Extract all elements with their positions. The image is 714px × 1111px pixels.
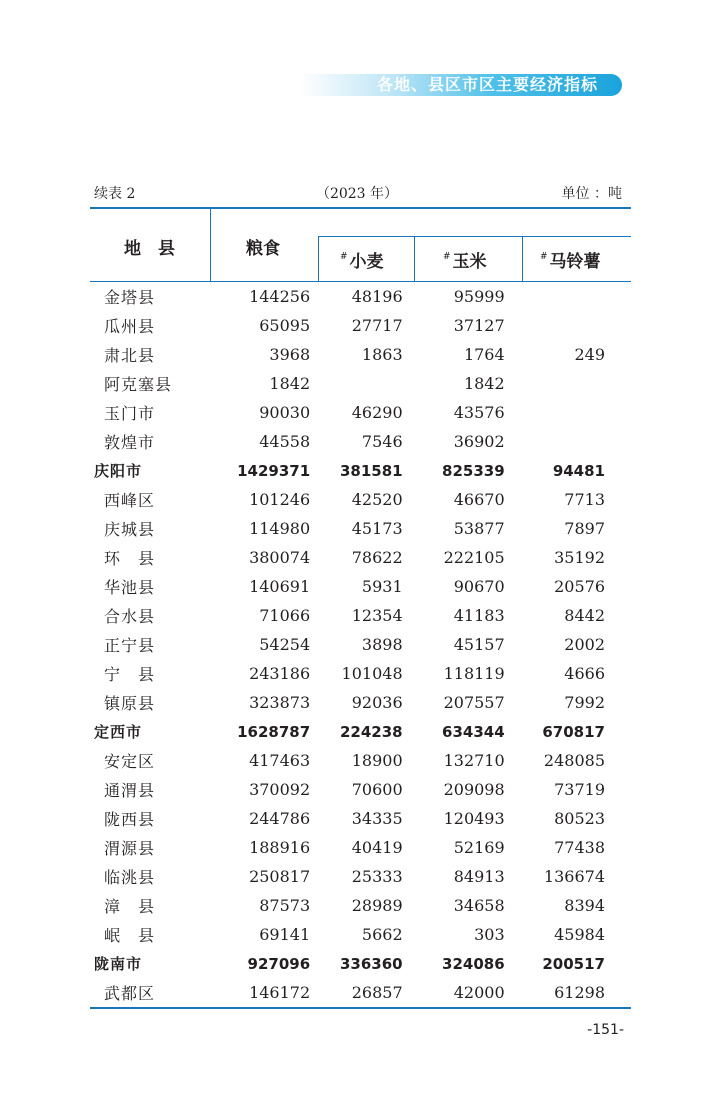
corn-cell: 120493 — [443, 809, 505, 828]
grain-cell: 144256 — [249, 287, 311, 306]
grain-cell: 243186 — [249, 664, 311, 683]
potato-cell: 8442 — [564, 606, 605, 625]
potato-cell: 94481 — [552, 461, 605, 480]
grain-cell: 380074 — [249, 548, 311, 567]
table-row — [90, 630, 631, 659]
grain-cell: 101246 — [249, 490, 311, 509]
grain-cell: 69141 — [259, 925, 311, 944]
corn-cell: 207557 — [443, 693, 505, 712]
table-row — [90, 920, 631, 949]
corn-cell: 90670 — [453, 577, 505, 596]
row-name: 肃北县 — [104, 346, 156, 365]
row-name: 安定区 — [104, 752, 156, 771]
city-row — [90, 456, 631, 485]
wheat-cell: 5662 — [361, 925, 403, 944]
grain-cell: 90030 — [259, 403, 311, 422]
grain-cell: 244786 — [249, 809, 311, 828]
table-row — [90, 804, 631, 833]
grain-cell: 323873 — [249, 693, 311, 712]
corn-cell: 1842 — [463, 374, 505, 393]
potato-cell: 2002 — [564, 635, 605, 654]
table-row — [90, 282, 631, 311]
corn-cell: 53877 — [453, 519, 505, 538]
row-name: 庆阳市 — [94, 462, 143, 480]
potato-cell — [505, 427, 631, 456]
potato-cell: 670817 — [542, 722, 605, 741]
potato-cell: 4666 — [564, 664, 605, 683]
grain-cell: 370092 — [249, 780, 311, 799]
corn-label: 玉米 — [452, 252, 487, 272]
corn-mark: # — [443, 252, 451, 262]
city-row — [90, 717, 631, 746]
corn-cell: 37127 — [453, 316, 505, 335]
wheat-cell: 1863 — [361, 345, 403, 364]
potato-cell: 61298 — [554, 983, 605, 1002]
corn-cell: 222105 — [443, 548, 505, 567]
row-name: 武都区 — [104, 984, 156, 1003]
table-row — [90, 369, 631, 398]
grain-cell: 87573 — [259, 896, 311, 915]
potato-cell: 20576 — [554, 577, 605, 596]
potato-cell: 35192 — [554, 548, 605, 567]
grain-cell: 54254 — [259, 635, 311, 654]
header-divider-potato — [522, 236, 523, 281]
row-name: 正宁县 — [104, 636, 156, 655]
potato-cell: 77438 — [554, 838, 605, 857]
grain-cell: 1429371 — [237, 461, 311, 480]
corn-cell: 118119 — [443, 664, 505, 683]
grain-cell: 927096 — [247, 954, 311, 973]
wheat-cell: 224238 — [340, 722, 403, 741]
table-row — [90, 746, 631, 775]
unit-label: 单位 ：吨 — [561, 186, 622, 202]
table-row — [90, 833, 631, 862]
corn-cell: 41183 — [453, 606, 505, 625]
row-name: 通渭县 — [104, 781, 156, 800]
table-row — [90, 601, 631, 630]
table-row — [90, 978, 631, 1007]
table-row — [90, 688, 631, 717]
grain-cell: 44558 — [259, 432, 311, 451]
header-divider-corn — [414, 236, 415, 281]
row-name: 西峰区 — [104, 491, 156, 510]
table-row — [90, 891, 631, 920]
table-row — [90, 427, 631, 456]
potato-cell: 7713 — [564, 490, 605, 509]
corn-cell: 825339 — [442, 461, 505, 480]
row-name: 宁 县 — [104, 665, 156, 684]
row-name: 镇原县 — [104, 694, 156, 713]
corn-cell: 43576 — [453, 403, 505, 422]
corn-cell: 84913 — [453, 867, 505, 886]
potato-cell: 7897 — [564, 519, 605, 538]
wheat-label: 小麦 — [349, 252, 384, 272]
wheat-cell: 381581 — [340, 461, 403, 480]
city-row — [90, 949, 631, 978]
header-subgroup-rule — [318, 236, 631, 237]
corn-cell: 95999 — [453, 287, 505, 306]
row-name: 敦煌市 — [104, 433, 156, 452]
corn-cell: 46670 — [453, 490, 505, 509]
wheat-cell: 78622 — [351, 548, 403, 567]
wheat-cell: 5931 — [361, 577, 403, 596]
page-number: -151- — [587, 1022, 624, 1038]
data-table — [90, 282, 631, 1007]
corn-cell: 324086 — [442, 954, 505, 973]
table-row — [90, 311, 631, 340]
potato-cell: 248085 — [543, 751, 605, 770]
potato-cell: 136674 — [543, 867, 605, 886]
header-divider-region — [210, 209, 211, 281]
row-name: 临洮县 — [104, 868, 156, 887]
wheat-cell: 70600 — [351, 780, 403, 799]
corn-cell: 42000 — [453, 983, 505, 1002]
wheat-mark: # — [340, 252, 348, 262]
row-name: 瓜州县 — [104, 317, 156, 336]
potato-cell: 7992 — [564, 693, 605, 712]
header-corn — [443, 247, 487, 272]
potato-cell: 8394 — [564, 896, 605, 915]
header-region: 地 县 — [124, 239, 175, 259]
row-name: 陇西县 — [104, 810, 156, 829]
grain-cell: 417463 — [249, 751, 311, 770]
corn-cell: 52169 — [453, 838, 505, 857]
wheat-cell: 101048 — [341, 664, 403, 683]
corn-cell: 45157 — [453, 635, 505, 654]
row-name: 金塔县 — [104, 288, 156, 307]
wheat-cell: 12354 — [351, 606, 403, 625]
section-title: 各地、县区市区主要经济指标 — [376, 75, 598, 94]
row-name: 环 县 — [104, 549, 156, 568]
wheat-cell: 46290 — [351, 403, 403, 422]
row-name: 渭源县 — [104, 839, 156, 858]
wheat-cell: 3898 — [361, 635, 403, 654]
grain-cell: 146172 — [249, 983, 311, 1002]
section-banner — [300, 74, 622, 96]
row-name: 陇南市 — [94, 955, 143, 973]
potato-cell — [505, 398, 631, 427]
grain-cell: 71066 — [259, 606, 311, 625]
potato-mark: # — [540, 252, 548, 262]
row-name: 华池县 — [104, 578, 156, 597]
wheat-cell: 42520 — [351, 490, 403, 509]
row-name: 玉门市 — [104, 404, 156, 423]
wheat-cell: 40419 — [351, 838, 403, 857]
table-row — [90, 514, 631, 543]
wheat-cell: 7546 — [361, 432, 403, 451]
header-grain: 粮食 — [246, 239, 280, 259]
potato-cell — [505, 369, 631, 398]
grain-cell: 65095 — [259, 316, 311, 335]
wheat-cell: 92036 — [351, 693, 403, 712]
potato-cell — [505, 311, 631, 340]
corn-cell: 634344 — [442, 722, 505, 741]
table-row — [90, 659, 631, 688]
corn-cell: 303 — [474, 925, 505, 944]
wheat-cell: 336360 — [340, 954, 403, 973]
corn-cell: 36902 — [453, 432, 505, 451]
potato-label: 马铃薯 — [549, 252, 601, 272]
header-wheat — [340, 247, 384, 272]
table-row — [90, 543, 631, 572]
corn-cell: 132710 — [443, 751, 505, 770]
table-bottom-rule — [90, 1007, 631, 1009]
continued-label: 续表 2 — [94, 186, 136, 202]
corn-cell: 34658 — [453, 896, 505, 915]
table-row — [90, 572, 631, 601]
grain-cell: 3968 — [269, 345, 311, 364]
row-name: 漳 县 — [104, 897, 156, 916]
header-potato — [540, 247, 601, 272]
grain-cell: 114980 — [249, 519, 311, 538]
wheat-cell: 18900 — [351, 751, 403, 770]
grain-cell: 188916 — [249, 838, 311, 857]
corn-cell: 209098 — [443, 780, 505, 799]
table-row — [90, 485, 631, 514]
table-top-rule — [90, 207, 631, 209]
header-divider-wheat — [318, 236, 319, 281]
potato-cell: 249 — [574, 345, 605, 364]
wheat-cell: 27717 — [351, 316, 403, 335]
row-name: 合水县 — [104, 607, 156, 626]
table-row — [90, 398, 631, 427]
row-name: 庆城县 — [104, 520, 156, 539]
potato-cell: 80523 — [554, 809, 605, 828]
grain-cell: 250817 — [249, 867, 311, 886]
table-row — [90, 775, 631, 804]
potato-cell: 73719 — [554, 780, 605, 799]
wheat-cell: 28989 — [351, 896, 403, 915]
wheat-cell: 48196 — [351, 287, 403, 306]
corn-cell: 1764 — [463, 345, 505, 364]
wheat-cell: 45173 — [351, 519, 403, 538]
table-row — [90, 340, 631, 369]
year-label: （2023 年） — [315, 186, 399, 202]
wheat-cell: 25333 — [351, 867, 403, 886]
wheat-cell — [310, 369, 402, 398]
row-name: 岷 县 — [104, 926, 156, 945]
wheat-cell: 26857 — [351, 983, 403, 1002]
row-name: 阿克塞县 — [104, 375, 173, 394]
potato-cell: 200517 — [542, 954, 605, 973]
grain-cell: 140691 — [249, 577, 311, 596]
grain-cell: 1628787 — [237, 722, 311, 741]
row-name: 定西市 — [94, 723, 143, 741]
wheat-cell: 34335 — [351, 809, 403, 828]
grain-cell: 1842 — [269, 374, 311, 393]
table-row — [90, 862, 631, 891]
potato-cell: 45984 — [554, 925, 605, 944]
potato-cell — [505, 282, 631, 311]
